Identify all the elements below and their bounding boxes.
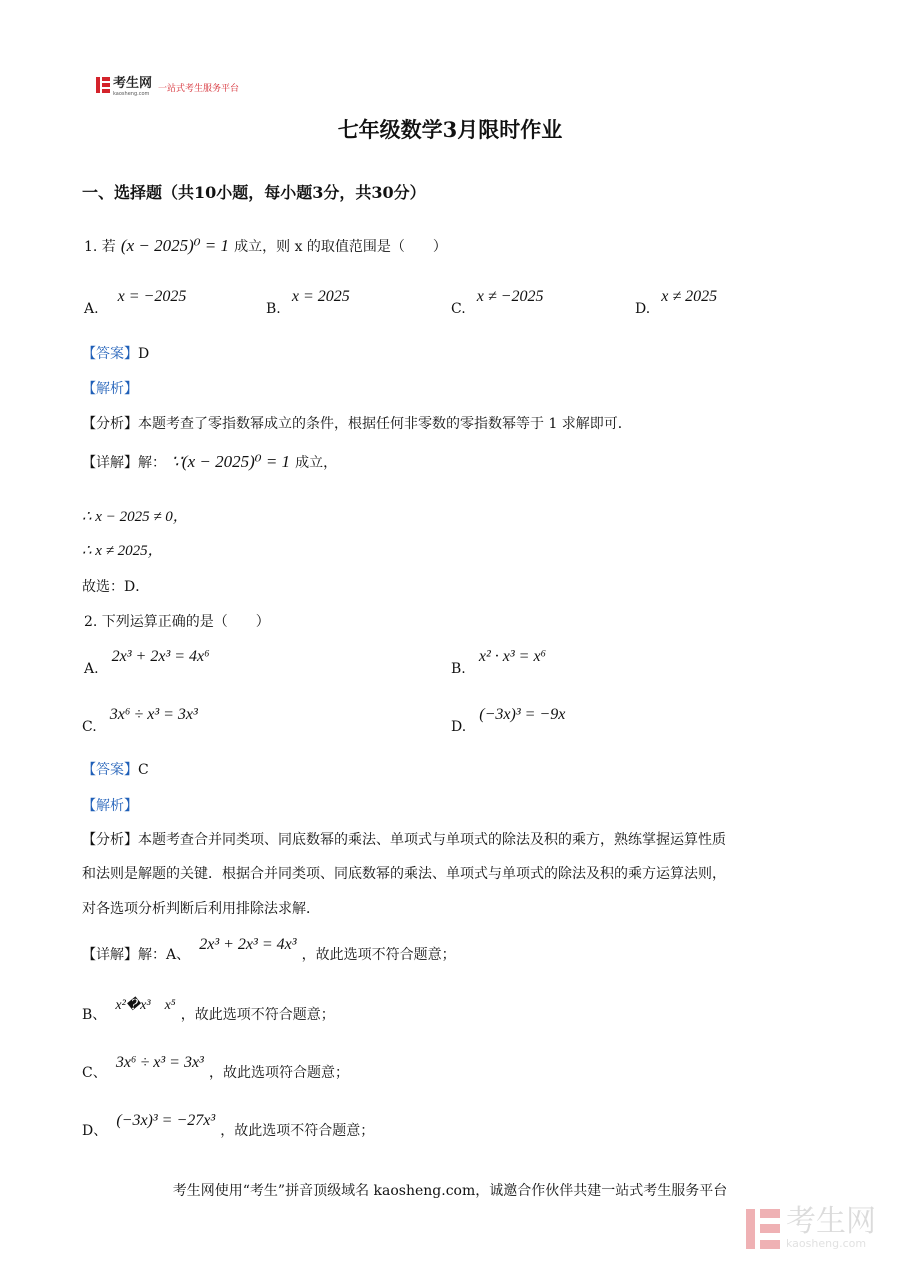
watermark-icon (746, 1209, 780, 1249)
q2-stem: 2. 下列运算正确的是（ ） (84, 614, 270, 630)
q2-answer (82, 759, 149, 779)
q2-option-b: B. x² · x³ = x⁶ (451, 648, 547, 677)
q1-conclusion: 故选：D． (82, 579, 150, 595)
q1-stem-suffix: 成立，则 x 的取值范围是（ ） (234, 239, 447, 255)
q2-fenxi-line1: 【分析】本题考查合并同类项、同底数幂的乘法、单项式与单项式的除法及积的乘方，熟练掌握运算性质 (82, 832, 726, 848)
q1-option-c: C. x ≠ −2025 (451, 288, 544, 317)
q1-step1: ∴ x − 2025 ≠ 0， (82, 509, 188, 525)
q1-stem-prefix: 1. 若 (84, 239, 116, 255)
q2-option-d: D. (−3x)³ = −9x (451, 706, 566, 735)
section-heading: 一、选择题（共10小题，每小题3分，共30分） (82, 183, 426, 202)
watermark-name: 考生网 (786, 1204, 876, 1239)
site-logo[interactable] (96, 72, 239, 97)
q2-detail-c: C、 3x⁶ ÷ x³ = 3x³ ，故此选项符合题意； (82, 1054, 349, 1081)
q1-fenxi: 【分析】本题考查了零指数幂成立的条件，根据任何非零数的零指数幂等于 1 求解即可． (82, 416, 632, 432)
q1-step2: ∴ x ≠ 2025， (82, 543, 163, 559)
watermark-domain: kaosheng.com (786, 1237, 867, 1250)
logo-domain: kaosheng.com (113, 91, 150, 97)
q1-answer-tag: 【答案】 (82, 346, 138, 362)
q2-answer-value: C (138, 762, 149, 778)
q2-option-a: A. 2x³ + 2x³ = 4x⁶ (84, 648, 210, 677)
logo-name: 考生网 (113, 76, 153, 91)
page-footer: 考生网使用“考生”拼音顶级域名 kaosheng.com，诚邀合作伙伴共建一站式考生服务平台 (172, 1183, 728, 1199)
watermark-logo (746, 1204, 876, 1250)
q1-answer (82, 343, 149, 363)
q2-analysis-tag: 【解析】 (82, 798, 138, 814)
q2-fenxi-line2: 和法则是解题的关键．根据合并同类项、同底数幂的乘法、单项式与单项式的除法及积的乘方运算法则， (82, 866, 726, 882)
logo-slogan: 一站式考生服务平台 (158, 84, 240, 94)
q2-detail-b: B、 x²�x³ x⁵ ，故此选项不符合题意； (82, 998, 335, 1023)
logo-icon (96, 77, 110, 93)
q1-option-b: B. x = 2025 (266, 288, 350, 317)
q1-option-a: A. x = −2025 (84, 288, 187, 317)
q1-detail: 【详解】解： ∵(x − 2025)⁰ = 1 成立， (82, 452, 338, 471)
q1-answer-value: D (138, 346, 150, 362)
page-title: 七年级数学3月限时作业 (337, 117, 563, 142)
q2-detail-a: 【详解】解：A、 2x³ + 2x³ = 4x³ ，故此选项不符合题意； (82, 936, 456, 963)
q1-analysis-tag: 【解析】 (82, 381, 138, 397)
q2-fenxi-line3: 对各选项分析判断后利用排除法求解． (82, 901, 320, 917)
q2-option-c: C. 3x⁶ ÷ x³ = 3x³ (82, 706, 198, 735)
q2-detail-d: D、 (−3x)³ = −27x³ ，故此选项不符合题意； (82, 1112, 375, 1139)
q1-stem-math: (x − 2025)⁰ = 1 (120, 236, 230, 255)
q1-stem (84, 236, 447, 256)
q1-option-d: D. x ≠ 2025 (635, 288, 718, 317)
q2-answer-tag: 【答案】 (82, 762, 138, 778)
